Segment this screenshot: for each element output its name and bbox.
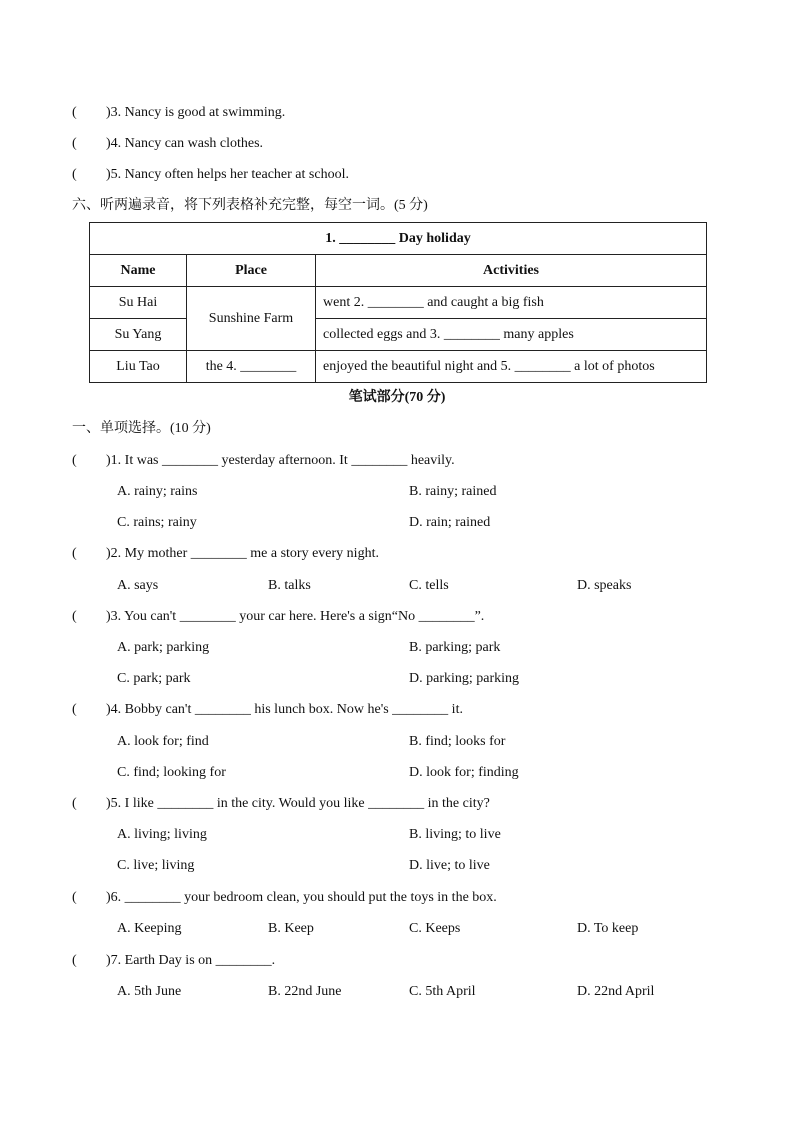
section-6-title: 六、听两遍录音，将下列表格补充完整，每空一词。(5 分) [72,198,428,213]
option-d: D. parking; parking [409,671,520,686]
question-text: )3. You can't ________ your car here. Here's a sign“No ________”. [106,609,485,624]
table-row [90,287,707,319]
answer-paren: ( [72,609,77,624]
header-place: Place [187,255,316,287]
section-1-title: 一、单项选择。(10 分) [72,421,211,436]
option-c: C. live; living [117,858,195,873]
table-title: 1. ________ Day holiday [90,223,707,255]
option-c: C. Keeps [409,921,461,936]
answer-paren: ( [72,105,77,120]
answer-paren: ( [72,167,77,182]
option-d: D. rain; rained [409,515,491,530]
option-d: D. 22nd April [577,984,655,999]
option-d: D. look for; finding [409,765,519,780]
answer-paren: ( [72,890,77,905]
tf-item-text: )3. Nancy is good at swimming. [106,105,286,120]
question-text: )5. I like ________ in the city. Would you like ________ in the city? [106,796,490,811]
option-a: A. look for; find [117,734,209,749]
option-c: C. find; looking for [117,765,226,780]
answer-paren: ( [72,702,77,717]
option-b: B. find; looks for [409,734,506,749]
header-activities: Activities [316,255,707,287]
option-b: B. rainy; rained [409,484,497,499]
question-text: )1. It was ________ yesterday afternoon. It ________ heavily. [106,453,455,468]
option-d: D. speaks [577,578,632,593]
answer-paren: ( [72,546,77,561]
question-text: )6. ________ your bedroom clean, you should put the toys in the box. [106,890,497,905]
written-part-title: 笔试部分(70 分) [348,390,446,405]
table-row [90,351,707,383]
option-a: A. living; living [117,827,207,842]
option-a: A. says [117,578,159,593]
answer-paren: ( [72,953,77,968]
holiday-table [89,222,707,383]
option-a: A. 5th June [117,984,182,999]
tf-item-text: )5. Nancy often helps her teacher at school. [106,167,349,182]
option-b: B. living; to live [409,827,501,842]
option-c: C. park; park [117,671,191,686]
cell-place: the 4. ________ [187,351,316,383]
option-d: D. To keep [577,921,639,936]
option-a: A. Keeping [117,921,182,936]
answer-paren: ( [72,796,77,811]
cell-activity: collected eggs and 3. ________ many apples [316,319,707,351]
option-c: C. 5th April [409,984,476,999]
answer-paren: ( [72,136,77,151]
option-a: A. park; parking [117,640,210,655]
answer-paren: ( [72,453,77,468]
header-name: Name [90,255,187,287]
option-b: B. talks [268,578,311,593]
option-b: B. 22nd June [268,984,342,999]
option-b: B. Keep [268,921,314,936]
question-text: )7. Earth Day is on ________. [106,953,276,968]
option-a: A. rainy; rains [117,484,198,499]
option-d: D. live; to live [409,858,490,873]
cell-activity: went 2. ________ and caught a big fish [316,287,707,319]
cell-name: Su Yang [90,319,187,351]
option-c: C. rains; rainy [117,515,197,530]
cell-name: Liu Tao [90,351,187,383]
option-b: B. parking; park [409,640,501,655]
cell-place: Sunshine Farm [187,287,316,351]
question-text: )2. My mother ________ me a story every night. [106,546,379,561]
cell-name: Su Hai [90,287,187,319]
option-c: C. tells [409,578,449,593]
cell-activity: enjoyed the beautiful night and 5. ________ a lot of photos [316,351,707,383]
question-text: )4. Bobby can't ________ his lunch box. Now he's ________ it. [106,702,463,717]
tf-item-text: )4. Nancy can wash clothes. [106,136,264,151]
table-row [90,319,707,351]
